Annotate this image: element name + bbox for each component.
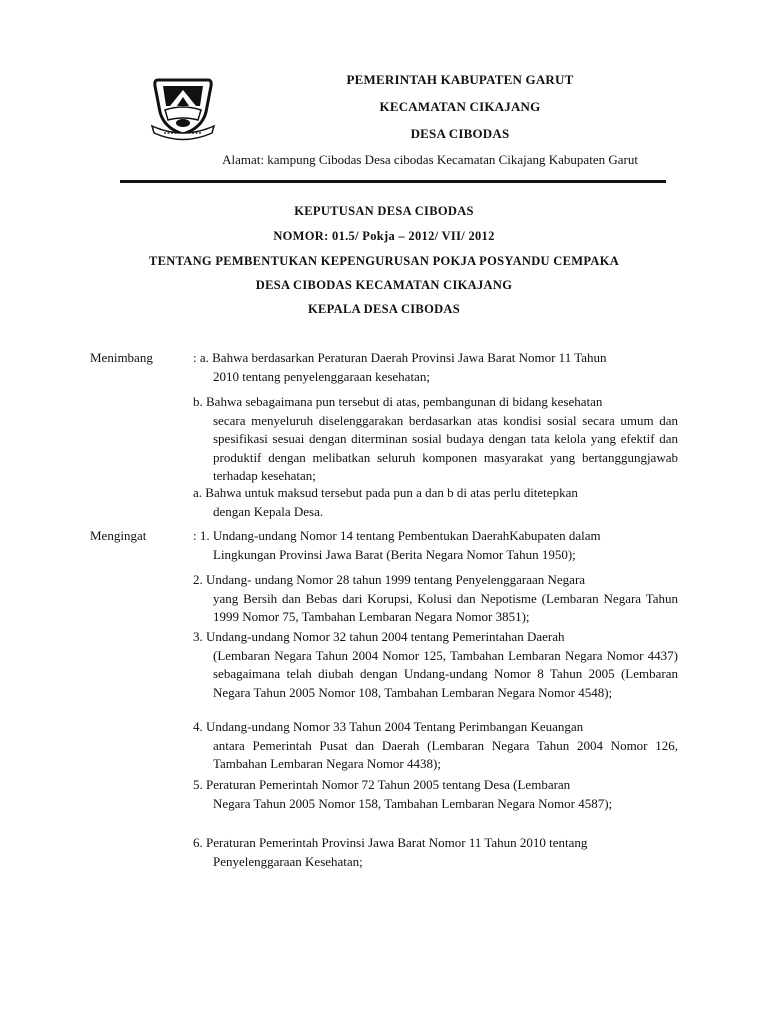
section-label-menimbang: Menimbang <box>90 350 153 365</box>
menimbang-item-first-line: a. Bahwa untuk maksud tersebut pada pun a dan b di atas perlu ditetepkan <box>193 485 578 500</box>
menimbang-item-first-line: : a. Bahwa berdasarkan Peraturan Daerah Provinsi Jawa Barat Nomor 11 Tahun <box>193 350 607 365</box>
mengingat-item-first-line: 3. Undang-undang Nomor 32 tahun 2004 tentang Pemerintahan Daerah <box>193 629 565 644</box>
mengingat-item <box>193 628 678 702</box>
mengingat-item <box>193 571 678 627</box>
mengingat-item-first-line: 6. Peraturan Pemerintah Provinsi Jawa Barat Nomor 11 Tahun 2010 tentang <box>193 835 588 850</box>
mengingat-item-first-line: : 1. Undang-undang Nomor 14 tentang Pembentukan DaerahKabupaten dalam <box>193 528 601 543</box>
mengingat-item-text: yang Bersih dan Bebas dari Korupsi, Kolusi dan Nepotisme (Lembaran Negara Tahun 1999 Nomor 75, Tambahan Lembaran Negara Nomor 3851); <box>213 590 678 624</box>
mengingat-item-text: antara Pemerintah Pusat dan Daerah (Lembaran Negara Tahun 2004 Nomor 126, Tambahan Lembaran Negara Nomor 4438); <box>213 737 678 771</box>
mengingat-item-text: Negara Tahun 2005 Nomor 158, Tambahan Lembaran Negara Nomor 4587); <box>213 795 613 811</box>
decree-subject-line1: TENTANG PEMBENTUKAN KEPENGURUSAN POKJA POSYANDU CEMPAKA <box>148 254 620 268</box>
menimbang-item-text: 2010 tentang penyelenggaraan kesehatan; <box>213 368 430 384</box>
mengingat-item <box>193 527 678 564</box>
decree-authority: KEPALA DESA CIBODAS <box>307 302 461 316</box>
section-label-mengingat: Mengingat <box>90 528 147 543</box>
header-divider <box>120 180 666 183</box>
menimbang-item <box>193 484 678 521</box>
mengingat-item-first-line: 4. Undang-undang Nomor 33 Tahun 2004 Tentang Perimbangan Keuangan <box>193 719 584 734</box>
decree-title: KEPUTUSAN DESA CIBODAS <box>294 204 474 218</box>
menimbang-item-text: dengan Kepala Desa. <box>213 503 324 519</box>
mengingat-item-text: Penyelenggaraan Kesehatan; <box>213 853 363 869</box>
header-district: KECAMATAN CIKAJANG <box>379 99 541 114</box>
menimbang-item-first-line: b. Bahwa sebagaimana pun tersebut di atas, pembangunan di bidang kesehatan <box>193 394 603 409</box>
header-address: Alamat: kampung Cibodas Desa cibodas Kecamatan Cikajang Kabupaten Garut <box>222 152 638 167</box>
mengingat-item <box>193 834 678 871</box>
menimbang-item <box>193 393 678 486</box>
mengingat-item-first-line: 2. Undang- undang Nomor 28 tahun 1999 tentang Penyelenggaraan Negara <box>193 572 586 587</box>
mengingat-item-text: (Lembaran Negara Tahun 2004 Nomor 125, Tambahan Lembaran Negara Nomor 4437) sebagaimana telah diubah dengan Undang-undang Nomor 8 Tahun 2005 (Lembaran Negara Tahun 2005 Nomor 108, Tambahan Lembaran Negara Nomor 4548); <box>213 647 678 700</box>
mengingat-item-first-line: 5. Peraturan Pemerintah Nomor 72 Tahun 2005 tentang Desa (Lembaran <box>193 777 571 792</box>
header-government: PEMERINTAH KABUPATEN GARUT <box>346 72 574 87</box>
mengingat-item <box>193 718 678 774</box>
mengingat-item-text: Lingkungan Provinsi Jawa Barat (Berita Negara Nomor Tahun 1950); <box>213 546 576 562</box>
menimbang-item <box>193 349 678 386</box>
decree-subject-line2: DESA CIBODAS KECAMATAN CIKAJANG <box>255 278 513 292</box>
mengingat-item <box>193 776 678 813</box>
header-village: DESA CIBODAS <box>410 126 510 141</box>
decree-number: NOMOR: 01.5/ Pokja – 2012/ VII/ 2012 <box>273 229 495 243</box>
menimbang-item-text: secara menyeluruh diselenggarakan berdasarkan atas kondisi sosial secara umum dan spesifikasi sesuai dengan diterminan sosial budaya dengan tata kelola yang efektif dan produktif dengan melibatkan seluruh komponen masyarakat yang bertanggungjawab terhadap kesehatan; <box>213 412 678 483</box>
